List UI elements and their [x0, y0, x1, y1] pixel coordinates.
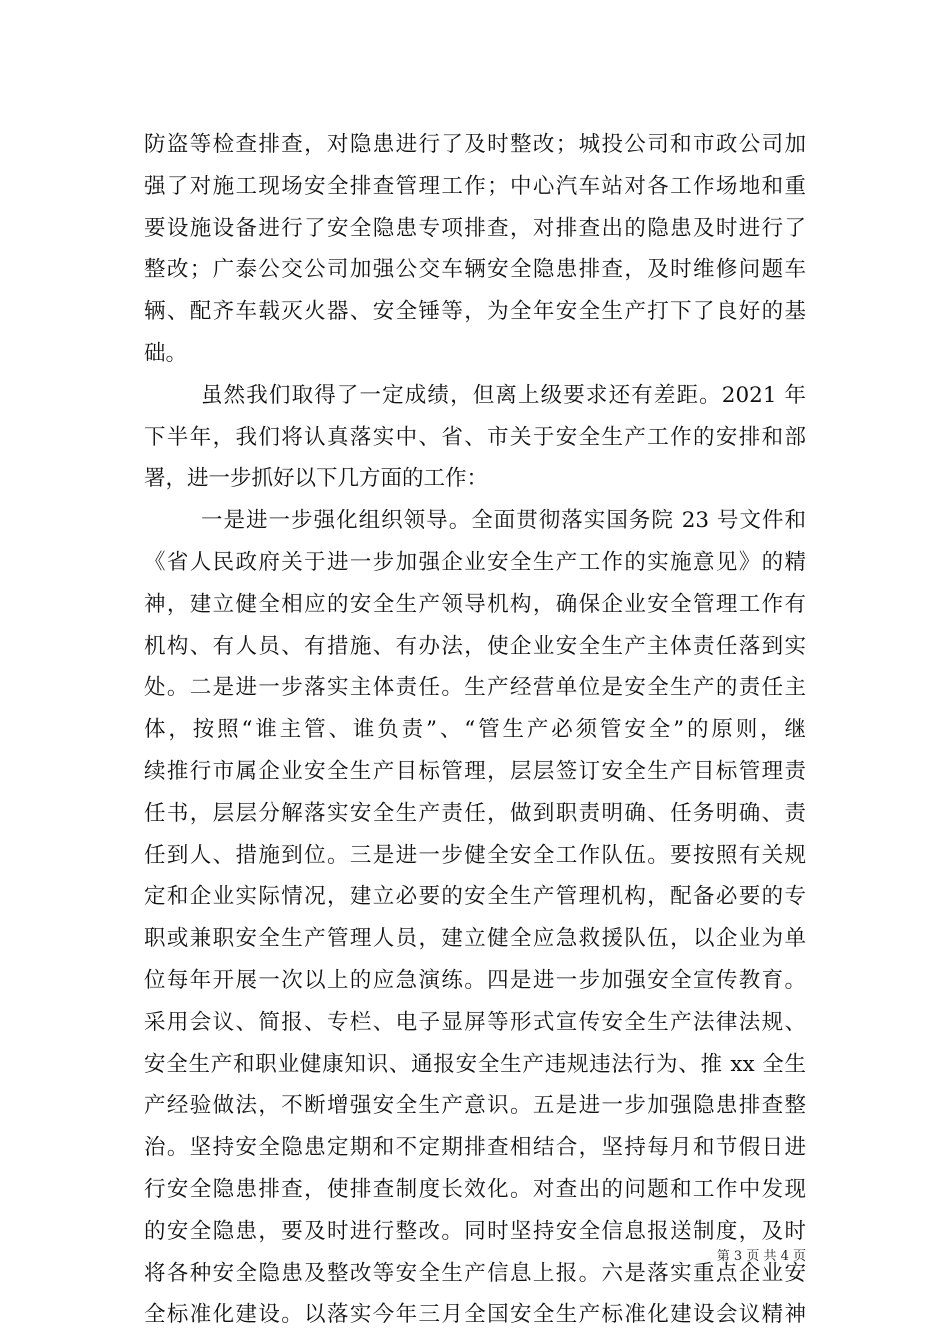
text-line: 任书，层层分解落实安全生产责任，做到职责明确、任务明确、责 — [144, 800, 806, 826]
text-line: 神，建立健全相应的安全生产领导机构，确保企业安全管理工作有 — [144, 591, 806, 617]
text-line: 一是进一步强化组织领导。全面贯彻落实国务院 23 号文件和 — [201, 508, 806, 534]
text-line: 础。 — [144, 340, 188, 366]
text-line: 的安全隐患，要及时进行整改。同时坚持安全信息报送制度，及时 — [144, 1218, 806, 1244]
text-line: 职或兼职安全生产管理人员，建立健全应急救援队伍，以企业为单 — [144, 926, 806, 952]
text-line: 机构、有人员、有措施、有办法，使企业安全生产主体责任落到实 — [144, 633, 806, 659]
text-line: 定和企业实际情况，建立必要的安全生产管理机构，配备必要的专 — [144, 884, 806, 910]
text-line: 要设施设备进行了安全隐患专项排查，对排查出的隐患及时进行了 — [144, 215, 806, 241]
text-line: 整改；广泰公交公司加强公交车辆安全隐患排查，及时维修问题车 — [144, 257, 806, 283]
text-line: 《省人民政府关于进一步加强企业安全生产工作的实施意见》的精 — [144, 549, 806, 575]
text-line: 下半年，我们将认真落实中、省、市关于安全生产工作的安排和部 — [144, 424, 806, 450]
text-line: 防盗等检查排查，对隐患进行了及时整改；城投公司和市政公司加 — [144, 132, 806, 157]
text-line: 产经验做法，不断增强安全生产意识。五是进一步加强隐患排查整 — [144, 1093, 806, 1119]
text-line: 安全生产和职业健康知识、通报安全生产违规违法行为、推 xx 全生 — [144, 1051, 806, 1077]
text-line: 体，按照“谁主管、谁负责”、“管生产必须管安全”的原则，继 — [144, 717, 806, 743]
text-line: 处。二是进一步落实主体责任。生产经营单位是安全生产的责任主 — [144, 675, 806, 701]
text-line: 辆、配齐车载灭火器、安全锤等，为全年安全生产打下了良好的基 — [144, 299, 806, 325]
page-number-footer: 第 3 页 共 4 页 — [716, 1249, 806, 1264]
text-line: 采用会议、简报、专栏、电子显屏等形式宣传安全生产法律法规、 — [144, 1009, 806, 1035]
text-line: 署，进一步抓好以下几方面的工作： — [144, 466, 489, 492]
text-line: 任到人、措施到位。三是进一步健全安全工作队伍。要按照有关规 — [144, 842, 806, 868]
text-line: 全标准化建设。以落实今年三月全国安全生产标准化建设会议精神 — [144, 1302, 806, 1328]
text-line: 治。坚持安全隐患定期和不定期排查相结合，坚持每月和节假日进 — [144, 1135, 806, 1161]
text-line: 虽然我们取得了一定成绩，但离上级要求还有差距。2021 年 — [201, 382, 806, 408]
text-line: 将各种安全隐患及整改等安全生产信息上报。六是落实重点企业安 — [144, 1260, 806, 1286]
text-line: 续推行市属企业安全生产目标管理，层层签订安全生产目标管理责 — [144, 758, 806, 784]
text-line: 行安全隐患排查，使排查制度长效化。对查出的问题和工作中发现 — [144, 1176, 806, 1202]
text-line: 位每年开展一次以上的应急演练。四是进一步加强安全宣传教育。 — [144, 967, 806, 993]
document-body — [144, 124, 806, 1336]
text-line: 强了对施工现场安全排查管理工作；中心汽车站对各工作场地和重 — [144, 173, 806, 199]
